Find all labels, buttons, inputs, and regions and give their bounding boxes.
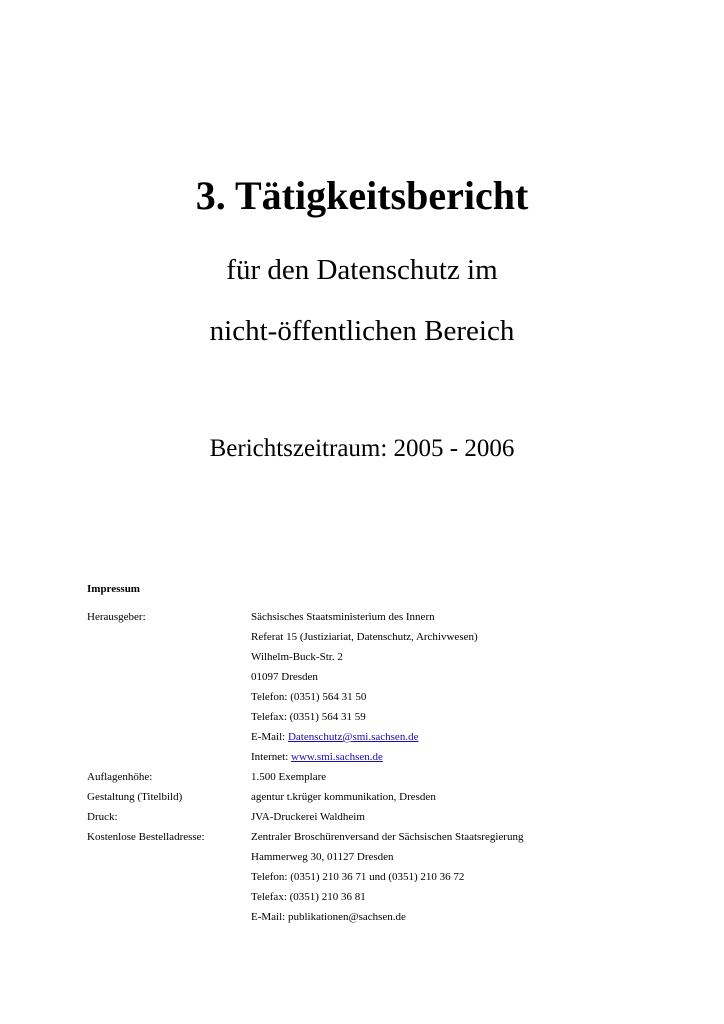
impressum-label [87,907,251,927]
impressum-row [87,887,523,907]
impressum-label [87,647,251,667]
impressum-row [87,687,523,707]
impressum-row [87,627,523,647]
impressum-row [87,647,523,667]
impressum-label: Kostenlose Bestelladresse: [87,831,205,843]
document-subtitle-line1: für den Datenschutz im [226,254,498,286]
impressum-value: Referat 15 (Justiziariat, Datenschutz, Archivwesen) [251,631,478,643]
impressum-row [87,847,523,867]
impressum-value: Hammerweg 30, 01127 Dresden [251,851,394,863]
impressum-value: Zentraler Broschürenversand der Sächsischen Staatsregierung [251,831,524,843]
website-link[interactable]: www.smi.sachsen.de [291,751,383,763]
document-subtitle-line2: nicht-öffentlichen Bereich [209,315,515,347]
impressum-label: Herausgeber: [87,611,146,623]
impressum-value: 1.500 Exemplare [251,771,327,783]
impressum-value: agentur t.krüger kommunikation, Dresden [251,791,436,803]
impressum-value: Telefon: (0351) 210 36 71 und (0351) 210 36 72 [251,871,465,883]
impressum-value: E-Mail: publikationen@sachsen.de [251,911,406,923]
impressum-row-print [87,807,523,827]
impressum-value: Telefax: (0351) 210 36 81 [251,891,366,903]
impressum-value [251,747,383,767]
internet-prefix: Internet: [251,751,292,763]
document-title: 3. Tätigkeitsbericht [195,173,529,218]
impressum-value: Wilhelm-Buck-Str. 2 [251,651,343,663]
impressum-row [87,667,523,687]
email-prefix: E-Mail: [251,731,288,743]
impressum-value: 01097 Dresden [251,671,318,683]
impressum-label [87,687,251,707]
impressum-label [87,667,251,687]
impressum-label [87,627,251,647]
impressum-value: Sächsisches Staatsministerium des Innern [251,611,435,623]
impressum-value: Telefax: (0351) 564 31 59 [251,711,366,723]
impressum-label: Gestaltung (Titelbild) [87,791,183,803]
impressum-row-email [87,727,523,747]
impressum-value [251,727,418,747]
impressum-heading: Impressum [87,583,140,595]
impressum-row-internet [87,747,523,767]
impressum-row-order-address [87,827,523,847]
impressum-row [87,907,523,927]
impressum-value: Telefon: (0351) 564 31 50 [251,691,367,703]
impressum-label [87,867,251,887]
impressum-row-design [87,787,523,807]
impressum-table [87,607,523,927]
impressum-row [87,707,523,727]
impressum-label [87,707,251,727]
impressum-value: JVA-Druckerei Waldheim [251,811,365,823]
impressum-label: Auflagenhöhe: [87,771,153,783]
report-period: Berichtszeitraum: 2005 - 2006 [209,435,515,462]
impressum-label [87,727,251,747]
impressum-row-circulation [87,767,523,787]
impressum-label [87,887,251,907]
impressum-label: Druck: [87,811,118,823]
impressum-label [87,847,251,867]
impressum-row [87,867,523,887]
impressum-label [87,747,251,767]
impressum-row-publisher [87,607,523,627]
email-link[interactable]: Datenschutz@smi.sachsen.de [287,731,419,743]
